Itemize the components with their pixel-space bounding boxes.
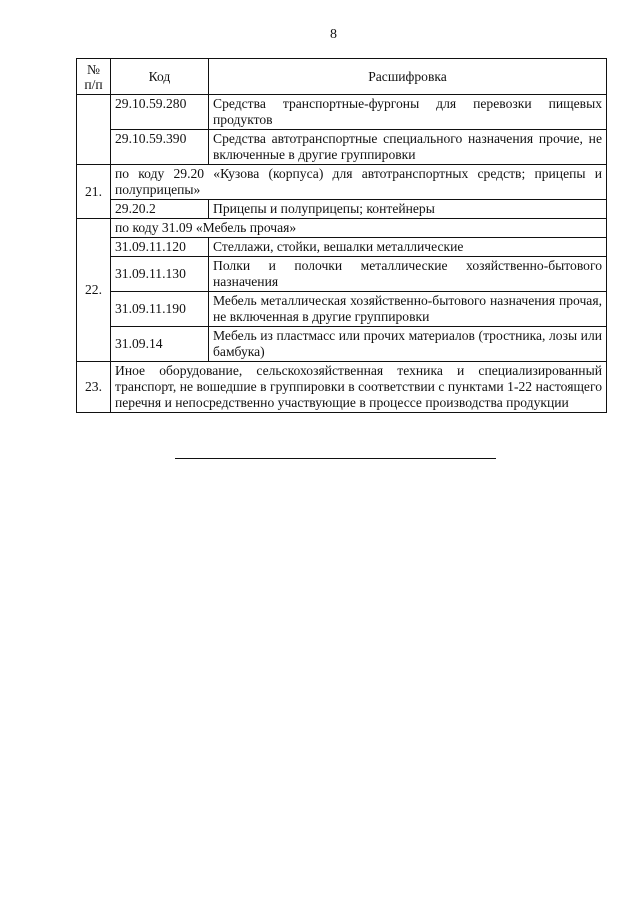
row-number — [77, 95, 111, 165]
row-code: 31.09.11.190 — [111, 292, 209, 327]
row-description: Стеллажи, стойки, вешалки металлические — [209, 238, 607, 257]
group-heading: по коду 29.20 «Кузова (корпуса) для автотранспортных средств; прицепы и полуприцепы» — [111, 165, 607, 200]
table-row — [77, 238, 607, 257]
header-number — [77, 59, 111, 95]
table-header-row — [77, 59, 607, 95]
table-row — [77, 95, 607, 130]
header-decoding: Расшифровка — [209, 59, 607, 95]
row-description: Прицепы и полуприцепы; контейнеры — [209, 200, 607, 219]
row-code: 31.09.11.120 — [111, 238, 209, 257]
row-number: 23. — [77, 362, 111, 413]
table-row — [77, 327, 607, 362]
header-number-abbr: п/п — [84, 76, 103, 92]
table-row — [77, 292, 607, 327]
separator-line — [175, 458, 496, 459]
row-code: 31.09.14 — [111, 327, 209, 362]
row-code: 29.10.59.390 — [111, 130, 209, 165]
row-description: Иное оборудование, сельскохозяйственная техника и специализированный транспорт, не вошедшие в группировки в соответствии с пунктами 1-22 настоящего перечня и непосредственно участвующие в процессе производства продукции — [111, 362, 607, 413]
row-number: 21. — [77, 165, 111, 219]
row-description: Мебель металлическая хозяйственно-бытового назначения прочая, не включенная в другие группировки — [209, 292, 607, 327]
row-code: 31.09.11.130 — [111, 257, 209, 292]
group-heading: по коду 31.09 «Мебель прочая» — [111, 219, 607, 238]
row-number: 22. — [77, 219, 111, 362]
table-row — [77, 130, 607, 165]
row-code: 29.20.2 — [111, 200, 209, 219]
row-description: Мебель из пластмасс или прочих материалов (тростника, лозы или бамбука) — [209, 327, 607, 362]
page-number: 8 — [330, 27, 337, 42]
table-row — [77, 257, 607, 292]
row-code: 29.10.59.280 — [111, 95, 209, 130]
row-description: Средства транспортные-фургоны для перевозки пищевых продуктов — [209, 95, 607, 130]
table-row — [77, 362, 607, 413]
classification-table — [76, 58, 607, 413]
table-row — [77, 165, 607, 200]
header-number-symbol: № — [87, 61, 100, 77]
header-code: Код — [111, 59, 209, 95]
row-description: Полки и полочки металлические хозяйственно-бытового назначения — [209, 257, 607, 292]
row-description: Средства автотранспортные специального назначения прочие, не включенные в другие группировки — [209, 130, 607, 165]
table-row — [77, 219, 607, 238]
table-row — [77, 200, 607, 219]
